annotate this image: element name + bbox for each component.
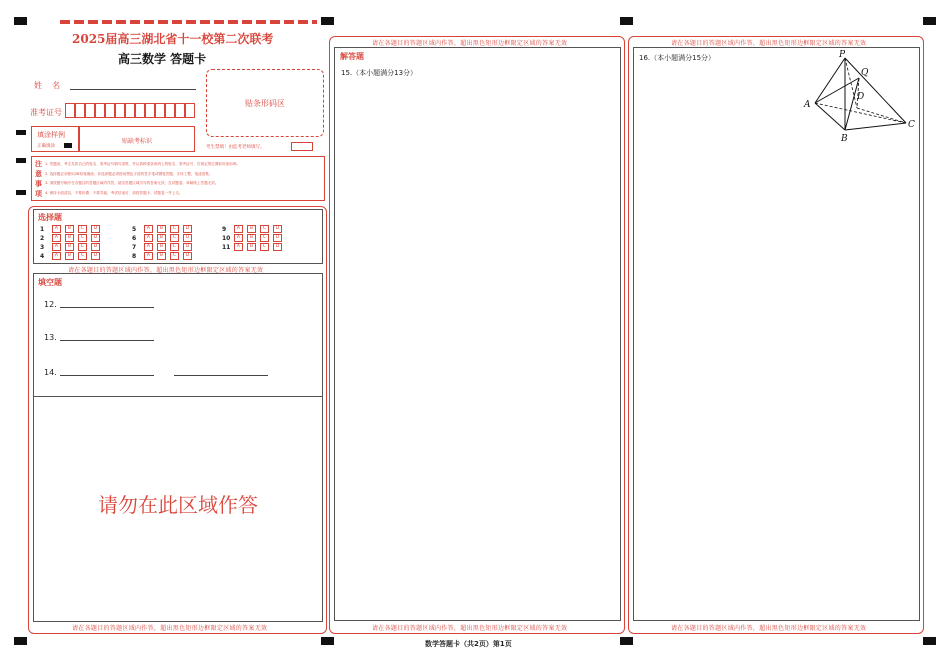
- fill-question-number: 13.: [44, 333, 57, 342]
- question-number: 4: [40, 252, 45, 260]
- registration-mark: [14, 637, 27, 645]
- no-answer-text: 请勿在此区域作答: [98, 493, 258, 517]
- vertex-label-D: D: [857, 92, 865, 102]
- option-bubble[interactable]: C: [170, 225, 179, 233]
- choice-row[interactable]: [132, 234, 196, 242]
- option-bubble[interactable]: B: [157, 243, 166, 251]
- boundary-warning: 请在各题目的答题区域内作答，超出黑色矩形边框限定区域的答案无效: [671, 40, 867, 47]
- id-digit-box[interactable]: [85, 103, 95, 118]
- pyramid-figure: [795, 48, 920, 144]
- id-digit-box[interactable]: [135, 103, 145, 118]
- edge-PA: [815, 58, 845, 103]
- boundary-warning: 请在各题目的答题区域内作答，超出黑色矩形边框限定区域的答案无效: [372, 40, 568, 47]
- id-digit-box[interactable]: [95, 103, 105, 118]
- option-bubble[interactable]: B: [247, 234, 256, 242]
- fill-in-section: [33, 273, 323, 397]
- fill-question-number: 14.: [44, 368, 57, 377]
- option-bubble[interactable]: C: [78, 234, 87, 242]
- option-bubble[interactable]: D: [183, 243, 192, 251]
- option-bubble[interactable]: D: [183, 225, 192, 233]
- edge-AQ: [815, 78, 859, 103]
- option-bubble[interactable]: D: [91, 225, 100, 233]
- option-bubble[interactable]: C: [78, 252, 87, 260]
- registration-mark: [620, 637, 633, 645]
- vertex-label-Q: Q: [861, 68, 869, 78]
- choice-row[interactable]: [132, 243, 196, 251]
- question-number: 2: [40, 234, 45, 242]
- id-label: 准考证号: [30, 108, 62, 117]
- option-bubble[interactable]: B: [247, 243, 256, 251]
- barcode-area[interactable]: [206, 69, 324, 137]
- choice-row[interactable]: [132, 225, 196, 233]
- question-number: 7: [132, 243, 137, 251]
- notice-box: [31, 156, 325, 201]
- exam-title: 2025届高三湖北省十一校第二次联考: [72, 32, 274, 46]
- id-digit-box[interactable]: [65, 103, 75, 118]
- question-number: 8: [132, 252, 137, 260]
- choice-row[interactable]: [40, 252, 104, 260]
- notice-items: 1. 答题前，考生先将自己的姓名、准考证号填写清楚，并认真核准条形码上的姓名、准考证号，在规定的位置贴好条形码。 2. 选择题必须使用2B铅笔填涂；非选择题必须使用黑色字迹的签字笔或钢笔答题，字体工整，笔迹清楚。 3. 请按题号顺序在各题目的答题区域内作答，超出答题区域书写的答案无效；在试题卷、草稿纸上答题无效。 4. 保持卡面清洁，不要折叠、不要弄破，考试结束后，请将答题卡、试题卷一并上交。: [45, 162, 241, 195]
- registration-mark: [321, 637, 334, 645]
- option-bubble[interactable]: C: [78, 243, 87, 251]
- hidden-edge-AC: [815, 103, 906, 123]
- absent-checkbox[interactable]: [291, 142, 313, 151]
- option-bubble[interactable]: B: [65, 234, 74, 242]
- q16-label: 16.（本小题满分15分）: [639, 54, 716, 62]
- registration-mark: [321, 17, 334, 25]
- edge-BC: [845, 123, 906, 130]
- q15-label: 15.（本小题满分13分）: [341, 69, 418, 77]
- side-mark: [16, 158, 26, 163]
- option-bubble[interactable]: A: [52, 243, 61, 251]
- question-number: 6: [132, 234, 137, 242]
- id-digit-box[interactable]: [115, 103, 125, 118]
- registration-mark: [923, 637, 936, 645]
- option-bubble[interactable]: A: [234, 225, 243, 233]
- boundary-warning: 请在各题目的答题区域内作答，超出黑色矩形边框限定区域的答案无效: [68, 267, 264, 274]
- id-digit-box[interactable]: [105, 103, 115, 118]
- answer-line[interactable]: [60, 375, 154, 376]
- option-bubble[interactable]: C: [78, 225, 87, 233]
- id-digit-box[interactable]: [145, 103, 155, 118]
- id-digit-box[interactable]: [125, 103, 135, 118]
- sample-correct: 正确填涂: [37, 144, 55, 149]
- question-number: 11: [222, 243, 231, 251]
- id-digit-box[interactable]: [175, 103, 185, 118]
- vertex-label-C: C: [908, 120, 915, 130]
- question-number: 3: [40, 243, 45, 251]
- option-bubble[interactable]: B: [247, 225, 256, 233]
- option-bubble[interactable]: C: [170, 243, 179, 251]
- option-bubble[interactable]: A: [144, 243, 153, 251]
- option-bubble[interactable]: D: [273, 225, 282, 233]
- name-label: 姓 名: [34, 81, 61, 90]
- question-number: 1: [40, 225, 45, 233]
- vertex-label-P: P: [839, 50, 846, 60]
- name-field[interactable]: [70, 89, 196, 90]
- page-footer: 数学答题卡（共2页）第1页: [425, 640, 512, 648]
- choice-title: 选择题: [38, 213, 62, 222]
- option-bubble[interactable]: C: [260, 234, 269, 242]
- option-bubble[interactable]: C: [170, 252, 179, 260]
- notice-label: 注 意 事 项: [35, 160, 42, 198]
- edge-AB: [815, 103, 845, 130]
- id-digit-box[interactable]: [75, 103, 85, 118]
- vertex-label-A: A: [804, 100, 811, 110]
- option-bubble[interactable]: A: [234, 243, 243, 251]
- top-dashed-bar: [60, 20, 317, 24]
- card-title: 高三数学 答题卡: [118, 52, 207, 66]
- option-bubble[interactable]: B: [65, 243, 74, 251]
- answer-section-title: 解答题: [340, 52, 364, 61]
- choice-row[interactable]: [222, 225, 286, 233]
- answer-line[interactable]: [60, 340, 154, 341]
- answer-line[interactable]: [174, 375, 268, 376]
- option-bubble[interactable]: B: [157, 234, 166, 242]
- id-digit-box[interactable]: [165, 103, 175, 118]
- choice-row[interactable]: [222, 234, 286, 242]
- absent-note: 考生禁填！由监考老师填写。: [206, 145, 265, 150]
- option-bubble[interactable]: B: [157, 225, 166, 233]
- boundary-warning: 请在各题目的答题区域内作答，超出黑色矩形边框限定区域的答案无效: [372, 625, 568, 632]
- option-bubble[interactable]: D: [183, 234, 192, 242]
- option-bubble[interactable]: A: [52, 252, 61, 260]
- id-digit-box[interactable]: [185, 103, 195, 118]
- option-bubble[interactable]: C: [170, 234, 179, 242]
- question-number: 5: [132, 225, 137, 233]
- fill-question-number: 12.: [44, 300, 57, 309]
- option-bubble[interactable]: B: [157, 252, 166, 260]
- boundary-warning: 请在各题目的答题区域内作答，超出黑色矩形边框限定区域的答案无效: [671, 625, 867, 632]
- side-mark: [16, 130, 26, 135]
- missing-label: 贴缺考标识: [121, 138, 152, 145]
- choice-row[interactable]: [40, 225, 104, 233]
- option-bubble[interactable]: B: [65, 225, 74, 233]
- option-bubble[interactable]: A: [144, 252, 153, 260]
- q15-answer-box[interactable]: [334, 47, 621, 621]
- vertex-label-B: B: [841, 134, 848, 144]
- option-bubble[interactable]: A: [52, 234, 61, 242]
- question-number: 10: [222, 234, 231, 242]
- option-bubble[interactable]: D: [273, 243, 282, 251]
- registration-mark: [923, 17, 936, 25]
- option-bubble[interactable]: D: [183, 252, 192, 260]
- id-digit-box[interactable]: [155, 103, 165, 118]
- option-bubble[interactable]: D: [91, 243, 100, 251]
- option-bubble[interactable]: D: [273, 234, 282, 242]
- choice-row[interactable]: [40, 234, 104, 242]
- option-bubble[interactable]: D: [91, 234, 100, 242]
- option-bubble[interactable]: A: [144, 234, 153, 242]
- sample-title: 填涂样例: [37, 131, 65, 139]
- registration-mark: [14, 17, 27, 25]
- hidden-edge-PD: [845, 58, 857, 108]
- option-bubble[interactable]: A: [52, 225, 61, 233]
- registration-mark: [620, 17, 633, 25]
- missing-box: [79, 126, 195, 152]
- option-bubble[interactable]: B: [65, 252, 74, 260]
- sample-box: [31, 126, 79, 152]
- edge-PC: [845, 58, 906, 123]
- choice-row[interactable]: [132, 252, 196, 260]
- question-number: 9: [222, 225, 227, 233]
- barcode-label: 贴条形码区: [245, 99, 285, 108]
- no-answer-area: [33, 396, 323, 622]
- answer-line[interactable]: [60, 307, 154, 308]
- option-bubble[interactable]: A: [234, 234, 243, 242]
- side-mark: [16, 190, 26, 195]
- boundary-warning: 请在各题目的答题区域内作答，超出黑色矩形边框限定区域的答案无效: [72, 625, 268, 632]
- option-bubble[interactable]: A: [144, 225, 153, 233]
- choice-row[interactable]: [40, 243, 104, 251]
- option-bubble[interactable]: D: [91, 252, 100, 260]
- option-bubble[interactable]: C: [260, 243, 269, 251]
- filled-sample-mark: [64, 143, 72, 148]
- fill-in-title: 填空题: [38, 278, 62, 287]
- choice-row[interactable]: [222, 243, 286, 251]
- option-bubble[interactable]: C: [260, 225, 269, 233]
